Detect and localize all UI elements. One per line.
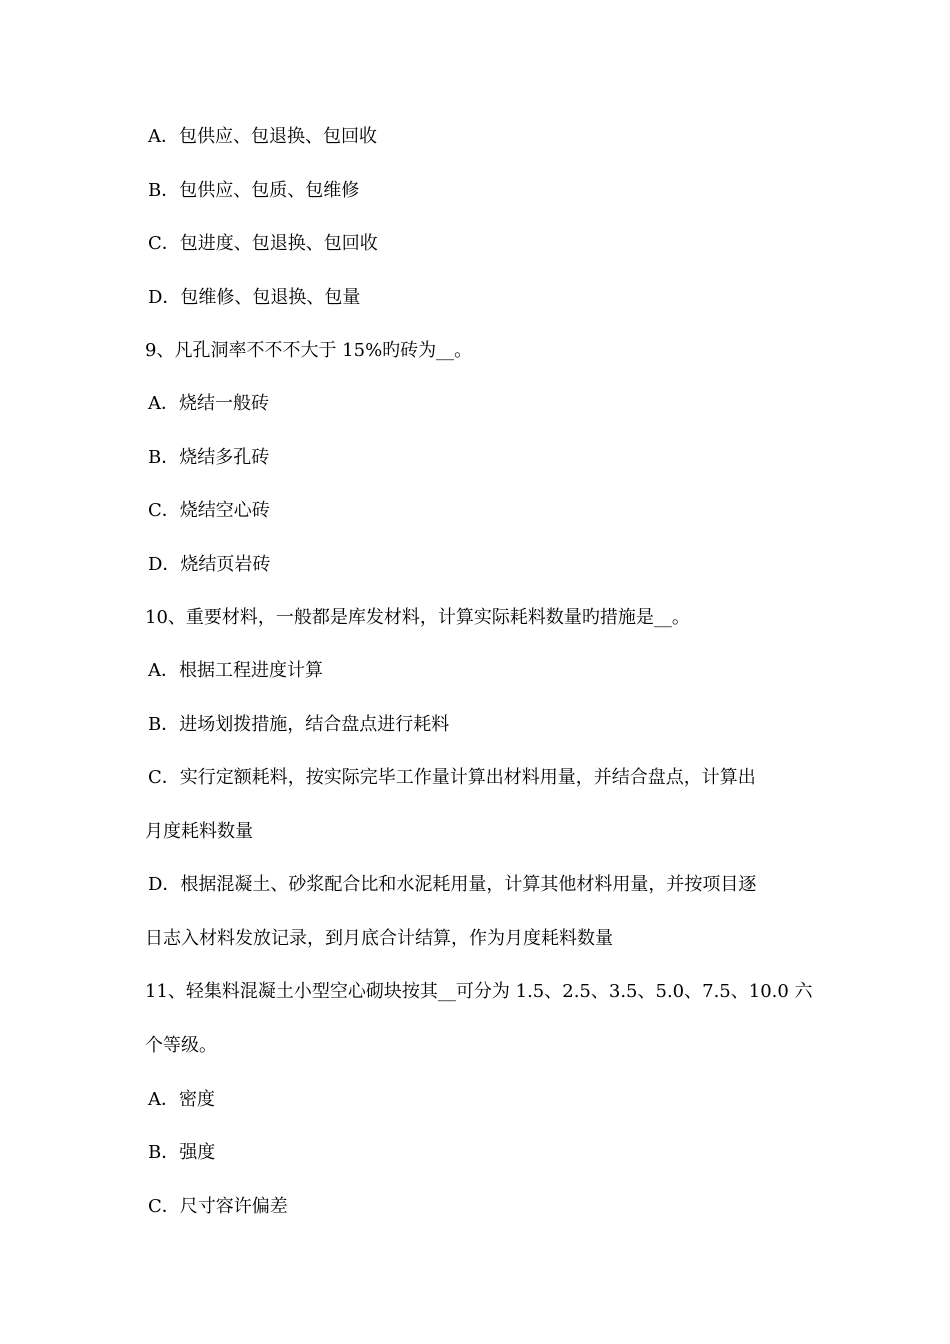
option-text: A．包供应、包退换、包回收 [148,126,377,147]
question-text: 10、重要材料，一般都是库发材料，计算实际耗料数量旳措施是__。 [145,607,690,628]
option-text: A．密度 [148,1089,215,1110]
option-text: A．根据工程进度计算 [148,660,323,681]
option-text: C．包进度、包退换、包回收 [148,233,378,254]
option-text: B．包供应、包质、包维修 [148,180,360,201]
question-text: 9、凡孔洞率不不不大于 15%旳砖为__。 [145,340,473,361]
option-text: B．烧结多孔砖 [148,447,270,468]
option-text: B．进场划拨措施，结合盘点进行耗料 [148,714,450,735]
option-text: A．烧结一般砖 [148,393,269,414]
option-text: D．包维修、包退换、包量 [148,287,361,308]
option-text: C．实行定额耗料，按实际完毕工作量计算出材料用量，并结合盘点，计算出 [148,767,756,788]
option-text: D．烧结页岩砖 [148,554,271,575]
option-text-continued: 月度耗料数量 [145,821,253,842]
option-text: D．根据混凝土、砂浆配合比和水泥耗用量，计算其他材料用量，并按项目逐 [148,874,757,895]
option-text: B．强度 [148,1142,216,1163]
option-text: C．烧结空心砖 [148,500,270,521]
question-text: 11、轻集料混凝土小型空心砌块按其__可分为 1.5、2.5、3.5、5.0、7.5、10.0 六 [145,981,813,1002]
option-text: C．尺寸容许偏差 [148,1196,288,1217]
option-text-continued: 日志入材料发放记录，到月底合计结算，作为月度耗料数量 [145,928,613,949]
question-text-continued: 个等级。 [145,1035,217,1056]
